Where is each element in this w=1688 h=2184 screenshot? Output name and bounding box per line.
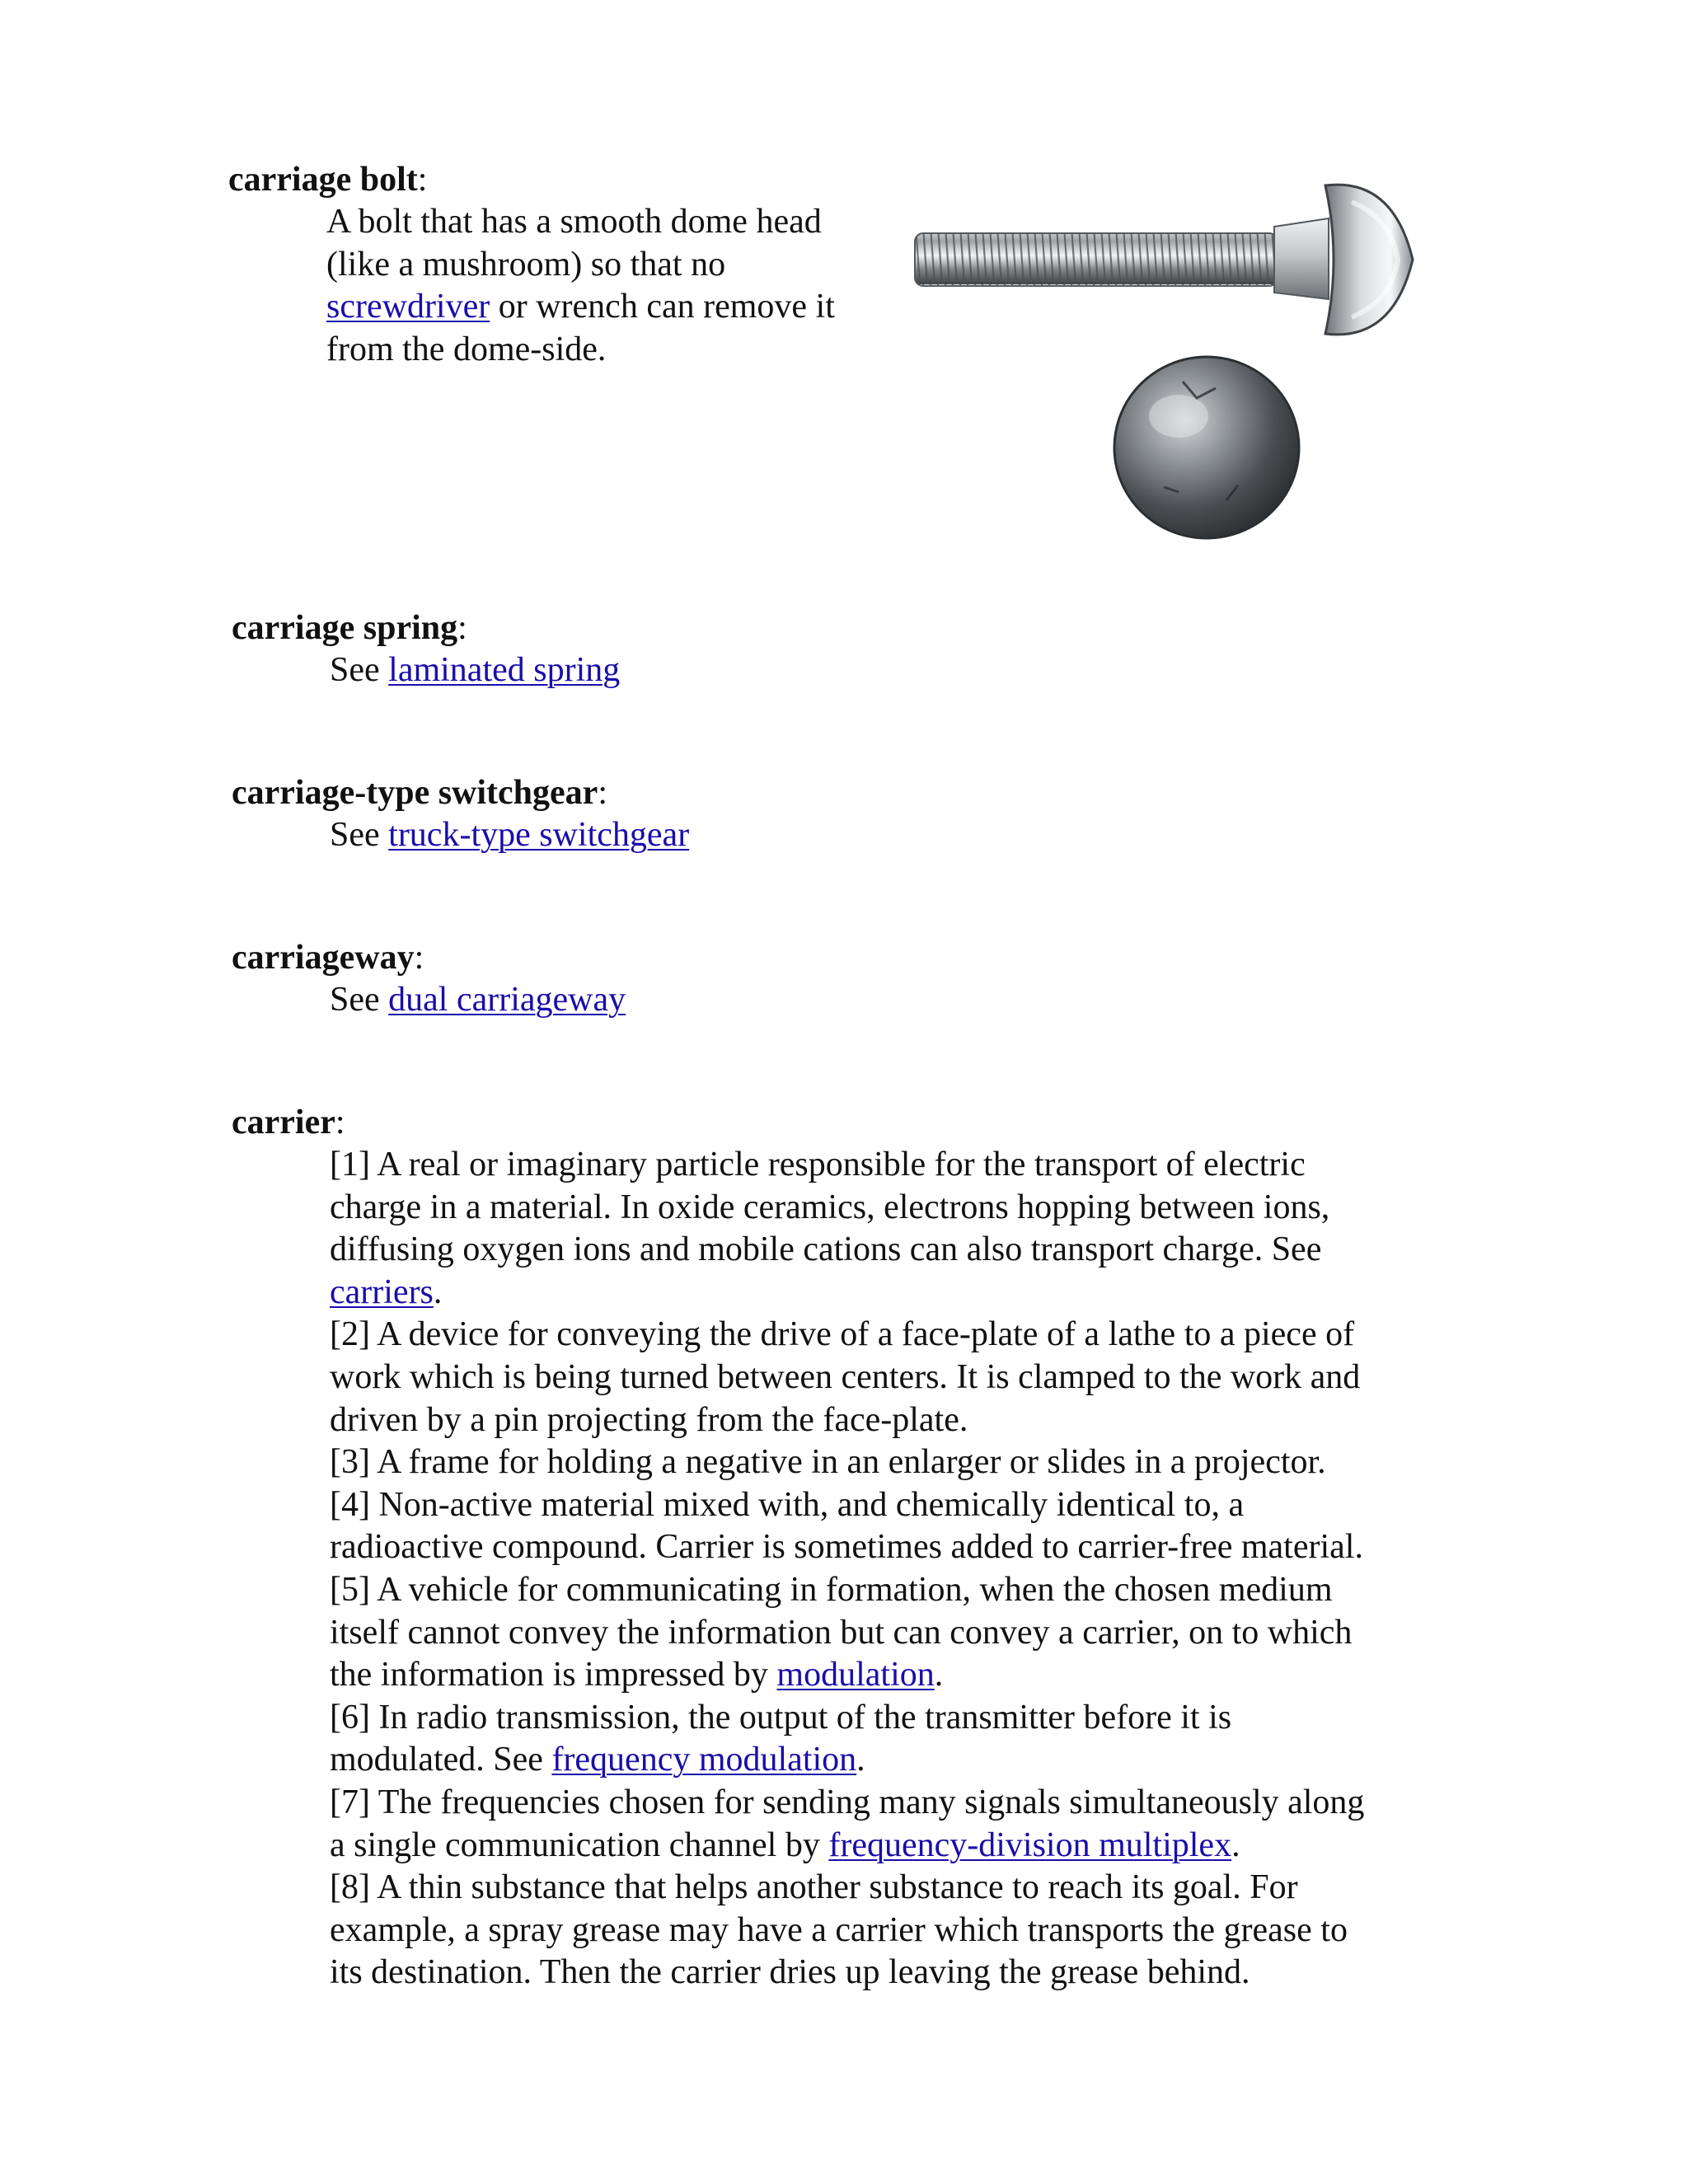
carriage-bolt-photo xyxy=(907,169,1434,556)
definition-line: [8] A thin substance that helps another substance to reach its goal. For xyxy=(330,1868,1298,1907)
link-laminated-spring[interactable]: laminated spring xyxy=(388,651,621,689)
see-text: See xyxy=(330,981,389,1019)
term-carriage-spring xyxy=(232,607,467,649)
link-dual-carriageway[interactable]: dual carriageway xyxy=(388,981,626,1019)
definition-text: . xyxy=(1231,1825,1240,1864)
link-truck-type-switchgear[interactable]: truck-type switchgear xyxy=(388,816,690,854)
definition-line xyxy=(330,649,620,692)
link-screwdriver[interactable]: screwdriver xyxy=(326,288,490,326)
term-colon: : xyxy=(335,1104,345,1141)
definition-text: . xyxy=(433,1272,443,1311)
definition-line: [6] In radio transmission, the output of the transmitter before it is xyxy=(330,1698,1232,1736)
term-colon: : xyxy=(598,774,607,812)
link-modulation[interactable]: modulation xyxy=(776,1656,935,1694)
definition-line xyxy=(330,1739,1364,1782)
term-carriage-type-switchgear xyxy=(232,771,607,814)
definition-line: radioactive compound. Carrier is sometimes added to carrier-free material. xyxy=(330,1528,1363,1567)
definition-line xyxy=(330,979,626,1022)
definition-line xyxy=(330,1272,1364,1315)
term-carriage-type-switchgear-label: carriage-type switchgear xyxy=(232,774,598,812)
definition-line: itself cannot convey the information but can convey a carrier, on to which xyxy=(330,1613,1353,1652)
term-carriageway-label: carriageway xyxy=(232,939,415,977)
definition-line xyxy=(326,286,835,329)
see-text: See xyxy=(330,651,389,689)
definition-line: example, a spray grease may have a carrier which transports the grease to xyxy=(330,1910,1348,1949)
definition-text: a single communication channel by xyxy=(330,1825,829,1864)
definition-line: [3] A frame for holding a negative in an enlarger or slides in a projector. xyxy=(330,1443,1326,1482)
definition-text: . xyxy=(856,1741,865,1779)
see-text: See xyxy=(330,816,389,854)
term-carriage-bolt xyxy=(228,158,427,201)
term-colon: : xyxy=(414,939,424,977)
definition-line xyxy=(330,814,689,857)
definition-carriage-bolt xyxy=(326,201,835,371)
term-carrier-label: carrier xyxy=(232,1104,335,1141)
link-carriers[interactable]: carriers xyxy=(330,1272,434,1311)
term-carrier xyxy=(232,1101,345,1144)
definition-line: [4] Non-active material mixed with, and chemically identical to, a xyxy=(330,1485,1245,1524)
definition-carriage-spring xyxy=(330,649,620,692)
definition-text: the information is impressed by xyxy=(330,1656,777,1694)
definition-line: A bolt that has a smooth dome head xyxy=(326,203,822,241)
definition-line: from the dome-side. xyxy=(326,330,607,368)
definition-text: modulated. See xyxy=(330,1741,552,1779)
definition-carrier xyxy=(330,1144,1364,1994)
definition-line: [7] The frequencies chosen for sending many signals simultaneously along xyxy=(330,1783,1365,1821)
term-colon: : xyxy=(457,609,467,647)
term-carriage-spring-label: carriage spring xyxy=(232,609,458,647)
term-carriage-bolt-label: carriage bolt xyxy=(228,161,418,199)
definition-line: (like a mushroom) so that no xyxy=(326,245,726,284)
definition-carriageway xyxy=(330,979,626,1022)
definition-text: or wrench can remove it xyxy=(490,288,835,326)
term-colon: : xyxy=(417,161,428,199)
definition-line: driven by a pin projecting from the face-plate. xyxy=(330,1400,968,1439)
definition-line: [5] A vehicle for communicating in formation, when the chosen medium xyxy=(330,1570,1333,1609)
definition-line: [2] A device for conveying the drive of a face-plate of a lathe to a piece of xyxy=(330,1315,1355,1354)
definition-line: its destination. Then the carrier dries up leaving the grease behind. xyxy=(330,1953,1250,1992)
definition-line xyxy=(330,1825,1364,1868)
definition-text: . xyxy=(934,1656,944,1694)
definition-line: charge in a material. In oxide ceramics, electrons hopping between ions, xyxy=(330,1188,1330,1226)
link-frequency-modulation[interactable]: frequency modulation xyxy=(551,1741,857,1779)
definition-line: [1] A real or imaginary particle responsible for the transport of electric xyxy=(330,1146,1306,1183)
definition-line: work which is being turned between centers. It is clamped to the work and xyxy=(330,1357,1361,1396)
definition-line xyxy=(330,1654,1364,1697)
definition-line: diffusing oxygen ions and mobile cations can also transport charge. See xyxy=(330,1230,1322,1269)
term-carriageway xyxy=(232,936,424,979)
definition-carriage-type-switchgear xyxy=(330,814,689,857)
link-frequency-division-multiplex[interactable]: frequency-division multiplex xyxy=(828,1825,1232,1864)
